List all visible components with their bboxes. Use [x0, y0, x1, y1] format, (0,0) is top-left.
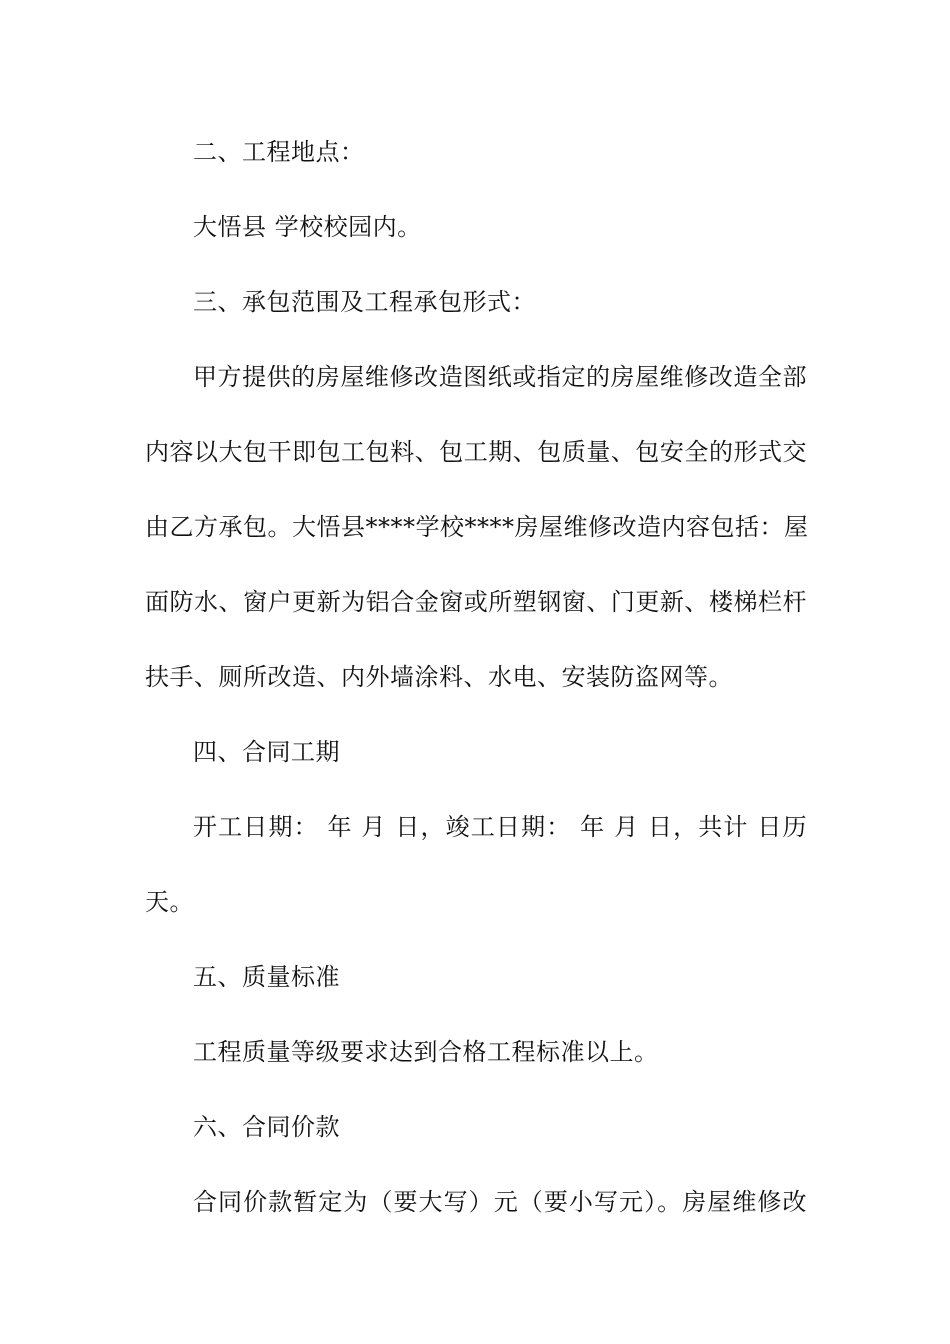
- paragraph-scope-line-4: 面防水、窗户更新为铝合金窗或所塑钢窗、门更新、楼梯栏杆: [145, 588, 807, 616]
- paragraph-price-line-1: 合同价款暂定为（要大写）元（要小写元）。房屋维修改: [193, 1188, 807, 1216]
- section-heading-period: 四、合同工期: [193, 738, 340, 766]
- section-heading-quality: 五、质量标准: [193, 963, 340, 991]
- paragraph-scope-line-5: 扶手、厕所改造、内外墙涂料、水电、安装防盗网等。: [145, 663, 733, 691]
- paragraph-location: 大悟县 学校校园内。: [193, 213, 422, 241]
- paragraph-scope-line-2: 内容以大包干即包工包料、包工期、包质量、包安全的形式交: [145, 438, 807, 466]
- paragraph-scope-line-3: 由乙方承包。大悟县****学校****房屋维修改造内容包括：屋: [145, 513, 809, 541]
- section-heading-price: 六、合同价款: [193, 1113, 340, 1141]
- paragraph-scope-line-1: 甲方提供的房屋维修改造图纸或指定的房屋维修改造全部: [193, 363, 807, 391]
- paragraph-quality: 工程质量等级要求达到合格工程标准以上。: [193, 1038, 659, 1066]
- section-heading-scope: 三、承包范围及工程承包形式：: [193, 288, 536, 316]
- section-heading-location: 二、工程地点：: [193, 138, 365, 166]
- paragraph-period-line-1: 开工日期： 年 月 日，竣工日期： 年 月 日，共计 日历: [193, 813, 807, 841]
- paragraph-period-line-2: 天。: [145, 888, 194, 916]
